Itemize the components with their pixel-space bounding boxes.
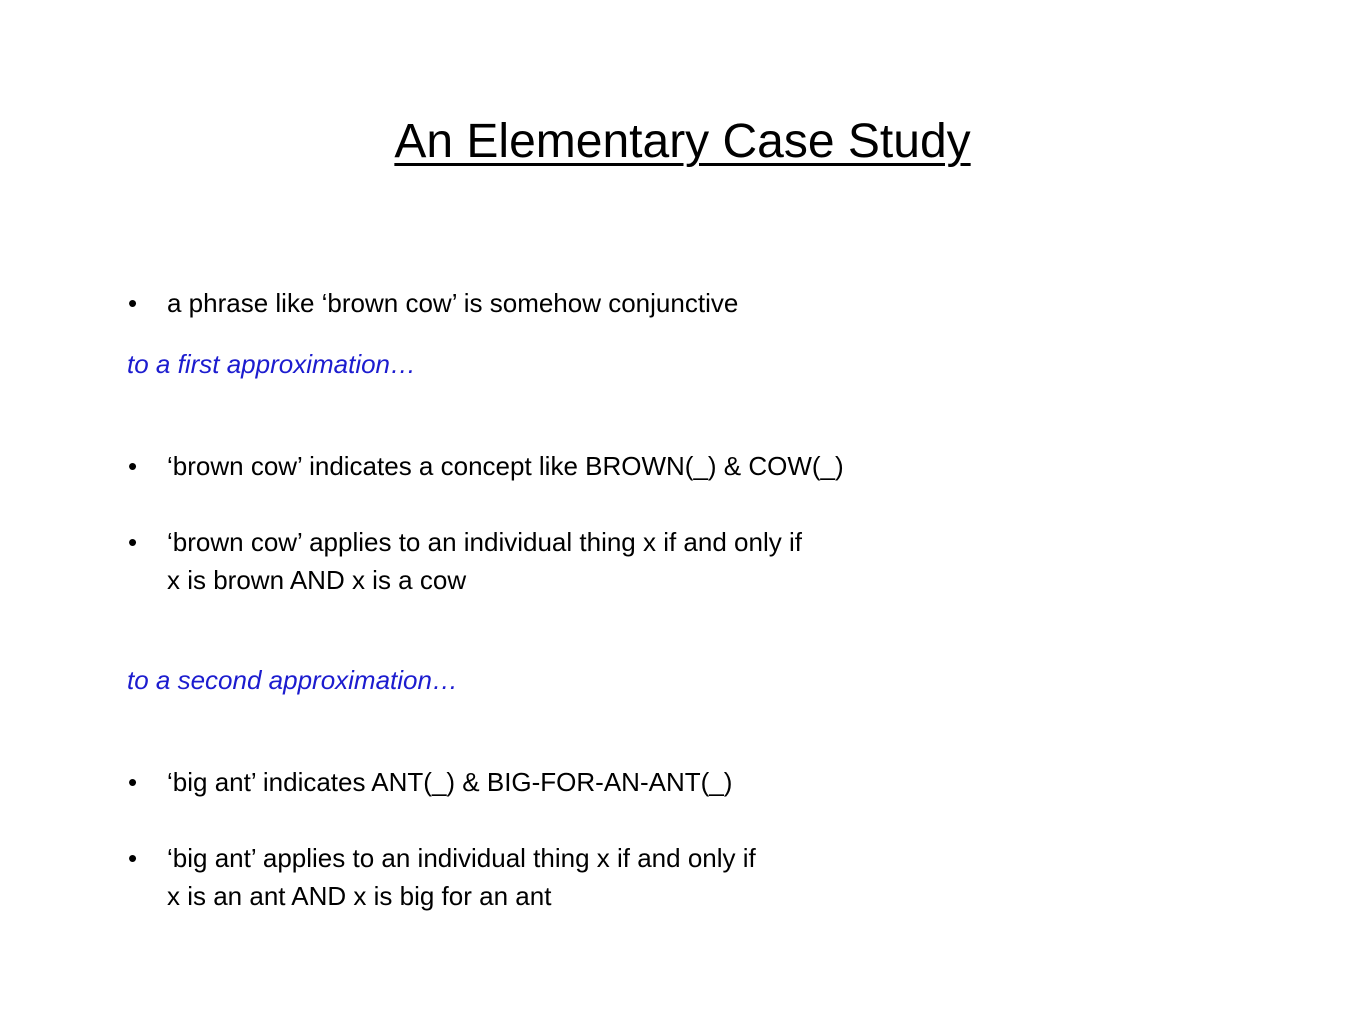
bullet-text: a phrase like ‘brown cow’ is somehow conjunctive — [167, 288, 739, 318]
bullet-text-line-2: x is brown AND x is a cow — [167, 565, 467, 595]
bullet-marker: • — [128, 451, 138, 481]
slide-title-text: An Elementary Case Study — [394, 115, 971, 168]
bullet-text-line-2: x is an ant AND x is big for an ant — [167, 881, 552, 911]
approximation-note: to a first approximation… — [127, 349, 417, 379]
slide-title — [0, 112, 1365, 172]
bullet-text-line-1: ‘big ant’ applies to an individual thing x if and only if — [167, 843, 756, 873]
bullet-text-line-1: ‘brown cow’ applies to an individual thing x if and only if — [167, 527, 802, 557]
bullet-marker: • — [128, 767, 138, 797]
bullet-marker: • — [128, 288, 138, 318]
bullet-text: ‘big ant’ indicates ANT(_) & BIG-FOR-AN-ANT(_) — [167, 767, 733, 797]
bullet-marker: • — [128, 843, 138, 873]
approximation-note: to a second approximation… — [127, 665, 458, 695]
bullet-marker: • — [128, 527, 138, 557]
bullet-text: ‘brown cow’ indicates a concept like BROWN(_) & COW(_) — [167, 451, 844, 481]
